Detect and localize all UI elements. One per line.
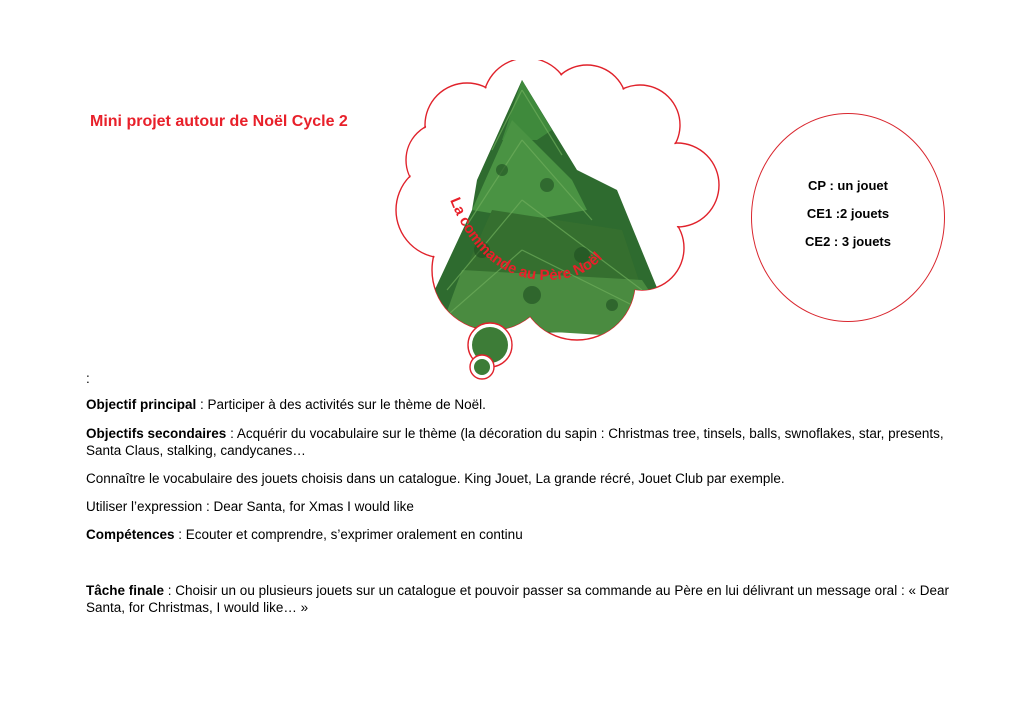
task-paragraph: [86, 582, 956, 616]
level-ce2: CE2 : 3 jouets: [805, 234, 891, 249]
christmas-tree-cloud: [372, 60, 732, 390]
colon-line: :: [86, 371, 90, 386]
expression-paragraph: Utiliser l’expression : Dear Santa, for Xmas I would like: [86, 499, 414, 514]
secondary-paragraph: [86, 425, 956, 459]
objective-label: Objectif principal: [86, 397, 197, 412]
skills-text: : Ecouter et comprendre, s’exprimer oralement en continu: [174, 527, 523, 542]
objective-paragraph: [86, 396, 956, 413]
level-ce1: CE1 :2 jouets: [806, 206, 890, 221]
levels-circle: [751, 113, 945, 322]
secondary-text: : Acquérir du vocabulaire sur le thème (la décoration du sapin : Christmas tree, tinsels, balls, swnoflakes, star, presents, Santa Claus, stalking, candycanes…: [86, 426, 944, 458]
skills-label: Compétences: [86, 527, 175, 542]
objective-text: : Participer à des activités sur le thème de Noël.: [196, 397, 486, 412]
skills-paragraph: [86, 526, 956, 543]
task-label: Tâche finale: [86, 583, 165, 598]
task-text: : Choisir un ou plusieurs jouets sur un catalogue et pouvoir passer sa commande au Père en lui délivrant un message oral : « Dear Santa, for Christmas, I would like… »: [86, 583, 949, 615]
page-title: Mini projet autour de Noël Cycle 2: [90, 113, 348, 130]
secondary-label: Objectifs secondaires: [86, 426, 227, 441]
cloud-curved-text: [372, 60, 732, 390]
svg-text:La commande au Père Noël: [446, 195, 605, 284]
level-cp: CP : un jouet: [808, 178, 888, 193]
cloud-text: La commande au Père Noël: [446, 195, 606, 285]
catalog-paragraph: Connaître le vocabulaire des jouets choisis dans un catalogue. King Jouet, La grande récré, Jouet Club par exemple.: [86, 471, 785, 486]
